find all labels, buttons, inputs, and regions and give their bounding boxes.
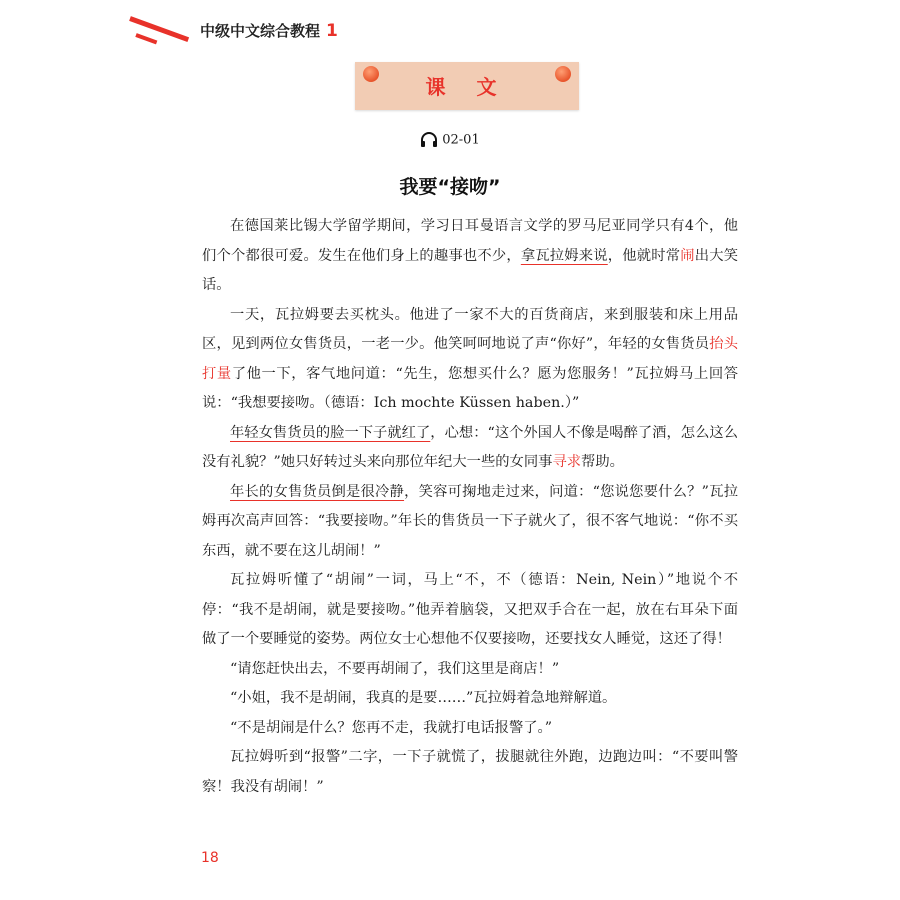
page-number: 18 (201, 850, 219, 866)
section-label: 课 文 (425, 75, 509, 99)
volume-number: 1 (326, 21, 338, 41)
book-title: 中级中文综合教程 (200, 22, 321, 40)
paragraph (202, 301, 738, 419)
highlighted-word: 抬头 (709, 336, 738, 352)
highlighted-word: 打量 (202, 365, 232, 382)
running-header (200, 20, 338, 41)
text-segment: 瓦拉姆听懂了“胡闹”一词，马上“不，不（德语：Nein, Nein）”地说个不停：“我不是胡闹，就是要接吻。”他弄着脑袋，又把双手合在一起，放在右耳朵下面做了一个要睡觉的姿势。两位女士心想他不仅要接吻，还要找女人睡觉，这还了得！ (202, 572, 738, 647)
paragraph (202, 684, 738, 714)
text-segment: 一天，瓦拉姆要去买枕头。他进了一家不大的百货商店，来到服装和床上用品区，见到两位女售货员，一老一少。他笑呵呵地说了声“你好”，年轻的女售货员 (202, 306, 738, 352)
header-red-stripe-2 (135, 33, 157, 44)
text-segment: 出大笑话。 (202, 247, 739, 293)
underlined-phrase: 年轻女售货员的脸一下子就红了 (230, 424, 431, 441)
text-segment: “请您赶快出去，不要再胡闹了，我们这里是商店！” (230, 660, 560, 677)
text-segment: 帮助。 (581, 454, 624, 470)
text-segment: ，他就时常 (607, 247, 681, 264)
headphones-icon (420, 132, 438, 148)
audio-track-number: 02-01 (442, 132, 480, 148)
paragraph (202, 743, 738, 802)
paragraph (202, 419, 738, 478)
story-title: 我要“接吻” (399, 176, 501, 198)
text-segment: ，笑容可掬地走过来，问道：“您说您要什么？”瓦拉姆再次高声回答：“我要接吻。”年长的售货员一下子就火了，很不客气地说：“你不买东西，就不要在这儿胡闹！” (202, 483, 738, 559)
highlighted-word: 寻求 (552, 454, 582, 470)
body-text (202, 212, 738, 802)
text-segment: 瓦拉姆听到“报警”二字，一下子就慌了，拔腿就往外跑，边跑边叫：“不要叫警察！我没有胡闹！” (202, 749, 738, 795)
paragraph (202, 714, 738, 744)
text-segment: “不是胡闹是什么？您再不走，我就打电话报警了。” (230, 719, 552, 736)
paragraph (202, 655, 738, 685)
text-segment: 了他一下，客气地问道：“先生，您想买什么？愿为您服务！”瓦拉姆马上回答说：“我想要接吻。（德语：Ich mochte Küssen haben.）” (202, 365, 738, 411)
paragraph (202, 212, 738, 301)
underlined-phrase: 年长的女售货员倒是很冷静 (230, 483, 405, 500)
paragraph (202, 478, 738, 567)
text-segment: 在德国莱比锡大学留学期间，学习日耳曼语言文学的罗马尼亚同学只有4个，他们个个都很可爱。发生在他们身上的趣事也不少， (202, 218, 738, 264)
audio-track (0, 132, 900, 148)
paragraph (202, 566, 738, 655)
highlighted-word: 闹 (680, 247, 695, 264)
underlined-phrase: 拿瓦拉姆来说 (520, 247, 608, 264)
text-segment: “小姐，我不是胡闹，我真的是要……”瓦拉姆着急地辩解道。 (230, 690, 617, 706)
text-segment: ，心想：“这个外国人不像是喝醉了酒，怎么这么没有礼貌？”她只好转过头来向那位年纪大一些的女同事 (202, 424, 739, 470)
section-banner (355, 62, 579, 110)
